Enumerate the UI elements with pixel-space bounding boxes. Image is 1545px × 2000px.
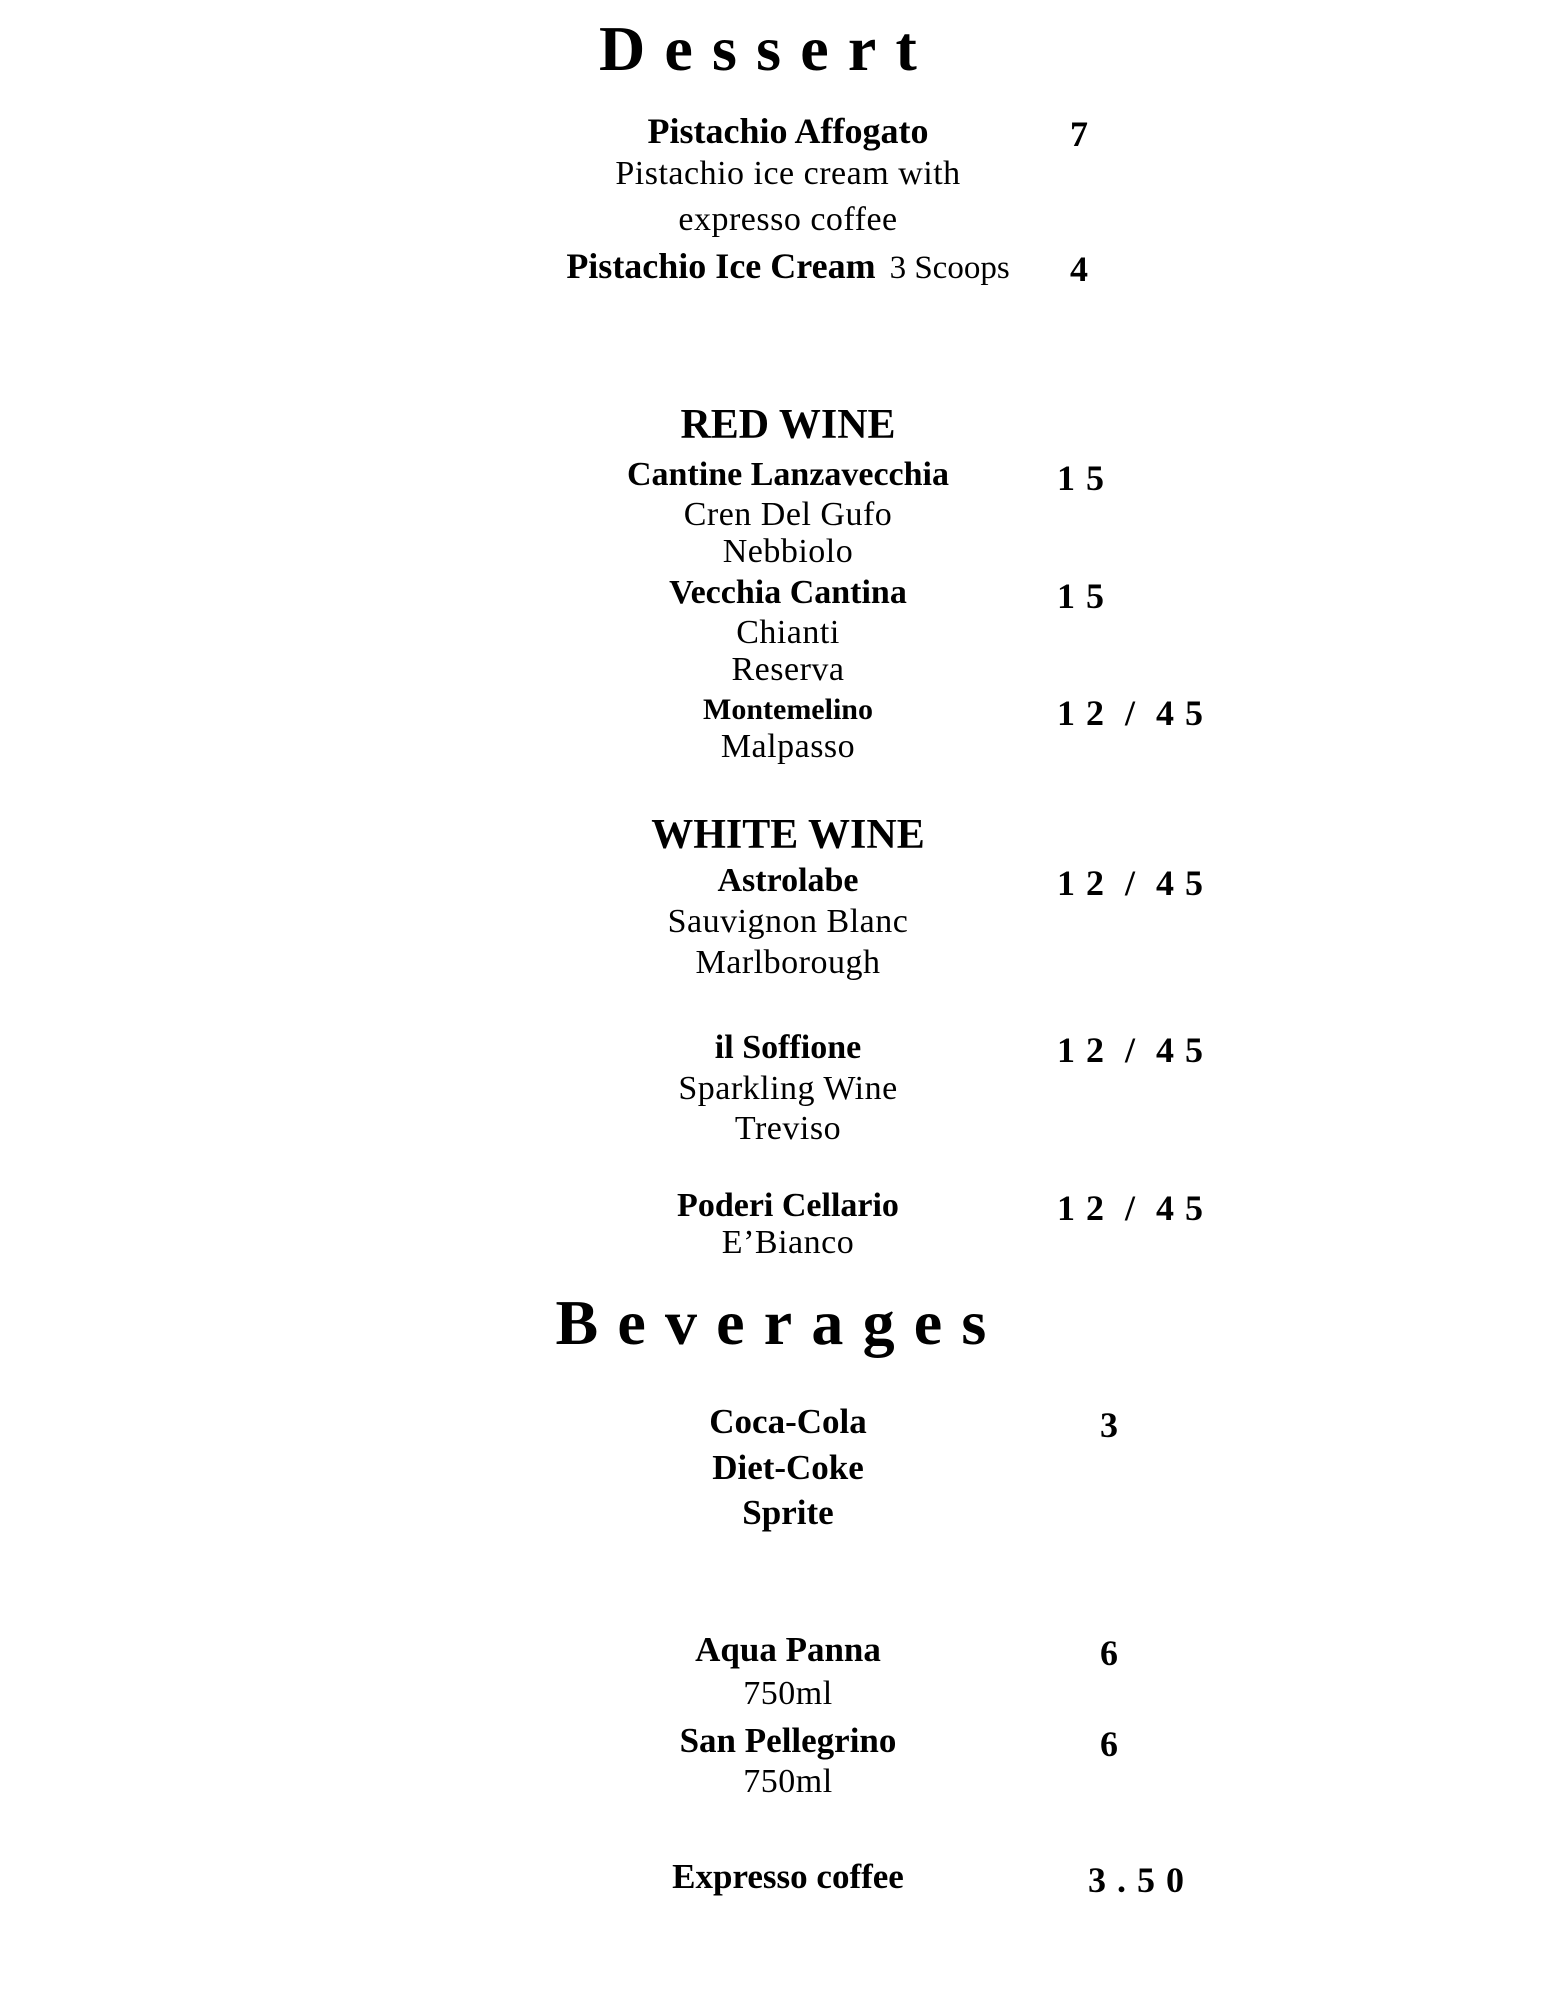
menu-item-desc: Chianti [736, 614, 840, 651]
menu-row [0, 1027, 1545, 1068]
menu-item-price: 1 2 / 4 5 [1057, 1030, 1205, 1070]
menu-item-price: 4 [1070, 249, 1089, 289]
dessert-title: Dessert [599, 13, 936, 84]
menu-item-desc: 750ml [743, 1675, 833, 1712]
menu-item-name: Expresso coffee [672, 1857, 904, 1896]
menu-row [0, 1185, 1545, 1226]
menu-item-desc: 750ml [743, 1763, 833, 1800]
menu-row [0, 1628, 1545, 1672]
menu-item-desc: E’Bianco [721, 1224, 855, 1261]
menu-row [0, 1855, 1545, 1899]
menu-item-price: 1 2 / 4 5 [1057, 1188, 1205, 1228]
menu-item-price: 7 [1070, 114, 1089, 154]
menu-item-desc: Marlborough [695, 944, 881, 981]
menu-item-name: Pistachio Ice Cream [566, 246, 876, 286]
menu-item-name: Sprite [742, 1493, 834, 1532]
menu-item-name: Vecchia Cantina [669, 574, 907, 611]
menu-item-price: 6 [1100, 1724, 1119, 1764]
menu-item-desc: Sparkling Wine [678, 1070, 898, 1107]
menu-item-desc: Pistachio ice cream with [615, 155, 961, 192]
menu-row [0, 690, 1545, 733]
menu-item-name: San Pellegrino [679, 1721, 897, 1760]
menu-item-name: Coca-Cola [709, 1402, 867, 1441]
menu-row [0, 860, 1545, 901]
menu-row [0, 108, 1545, 154]
menu-item-price: 3 . 5 0 [1088, 1860, 1185, 1900]
section-title-white-wine: WHITE WINE [651, 812, 925, 858]
menu-item-name: Pistachio Affogato [647, 111, 929, 151]
menu-row [0, 243, 1545, 289]
menu-row [0, 573, 1545, 616]
menu-item-name: Poderi Cellario [677, 1187, 899, 1224]
menu-item-price: 1 2 / 4 5 [1057, 863, 1205, 903]
menu-item-price: 3 [1100, 1405, 1119, 1445]
menu-item-price: 6 [1100, 1633, 1119, 1673]
menu-item-desc: Malpasso [720, 728, 856, 765]
menu-item-desc: Nebbiolo [722, 533, 854, 570]
menu-item-name: il Soffione [714, 1029, 862, 1066]
menu-item-price: 1 2 / 4 5 [1057, 693, 1205, 733]
menu-item-name: Montemelino [703, 693, 873, 726]
menu-item-name: Aqua Panna [695, 1630, 881, 1669]
menu-item-desc: Reserva [731, 651, 845, 688]
section-title-red-wine: RED WINE [680, 402, 896, 448]
menu-row [0, 455, 1545, 498]
menu-item-desc: expresso coffee [678, 201, 898, 238]
menu-item-desc: Cren Del Gufo [683, 496, 893, 533]
menu-item-desc: Treviso [734, 1110, 842, 1147]
menu-item-price: 1 5 [1057, 576, 1105, 616]
menu-item-name: Cantine Lanzavecchia [626, 456, 950, 493]
menu-row [0, 1399, 1545, 1445]
menu-item-desc: Sauvignon Blanc [667, 903, 909, 940]
menu-row [0, 1719, 1545, 1763]
menu-item-name: Diet-Coke [712, 1448, 864, 1487]
menu-item-suffix: 3 Scoops [889, 250, 1010, 286]
beverages-title: Beverages [555, 1287, 1006, 1358]
menu-item-price: 1 5 [1057, 458, 1105, 498]
menu-item-name: Astrolabe [717, 862, 859, 899]
